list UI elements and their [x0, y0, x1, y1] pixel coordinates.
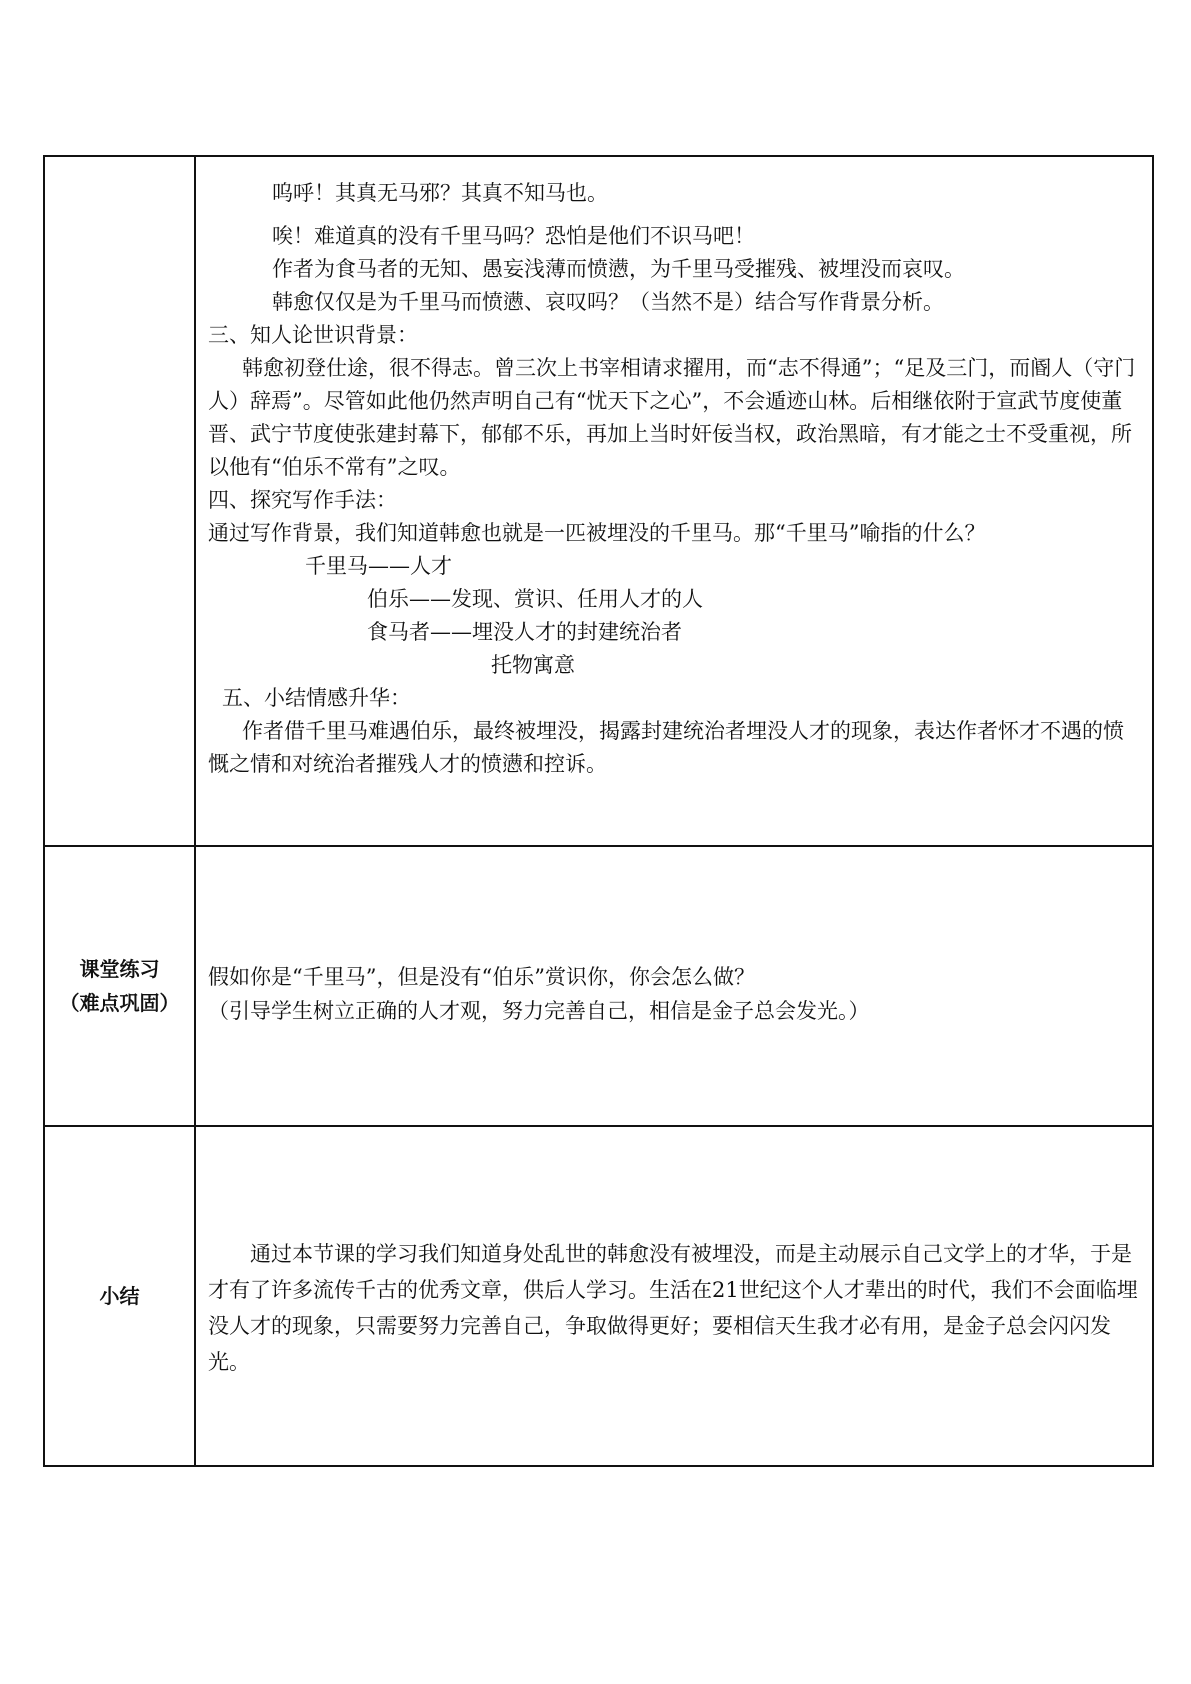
- section-heading: 三、知人论世识背景：: [208, 323, 418, 347]
- metaphor-line: 千里马——人才: [305, 554, 452, 578]
- text-line: 作者为食马者的无知、愚妄浅薄而愤懑，为千里马受摧残、被埋没而哀叹。: [272, 257, 965, 281]
- exercise-guide: （引导学生树立正确的人才观，努力完善自己，相信是金子总会发光。）: [208, 999, 870, 1023]
- metaphor-line: 托物寓意: [491, 653, 575, 677]
- table-row: [44, 156, 1153, 846]
- paragraph: 作者借千里马难遇伯乐，最终被埋没，揭露封建统治者埋没人才的现象，表达作者怀才不遇的愤慨之情和对统治者摧残人才的愤懑和控诉。: [208, 719, 1124, 776]
- row3-label: 小结: [99, 1284, 140, 1308]
- paragraph: 通过写作背景，我们知道韩愈也就是一匹被埋没的千里马。那“千里马”喻指的什么？: [208, 521, 986, 545]
- row3-content-cell: [195, 1126, 1153, 1466]
- row1-label-cell: [44, 156, 195, 846]
- section-heading: 四、探究写作手法：: [208, 488, 397, 512]
- table-row: [44, 1126, 1153, 1466]
- row1-content: [196, 157, 1152, 781]
- row2-label-cell: [44, 846, 195, 1126]
- row3-content: [196, 1127, 1152, 1380]
- exercise-question: 假如你是“千里马”，但是没有“伯乐”赏识你，你会怎么做？: [208, 965, 755, 989]
- text-line: 唉！难道真的没有千里马吗？恐怕是他们不识马吧！: [272, 224, 755, 248]
- metaphor-line: 食马者——埋没人才的封建统治者: [367, 620, 682, 644]
- paragraph: 韩愈初登仕途，很不得志。曾三次上书宰相请求擢用，而“志不得通”；“足及三门，而阍人（守门人）辞焉”。尽管如此他仍然声明自己有“忧天下之心”，不会遁迹山林。后相继依附于宣武节度使董晋、武宁节度使张建封幕下，郁郁不乐，再加上当时奸佞当权，政治黑暗，有才能之士不受重视，所以他有“伯乐不常有”之叹。: [208, 356, 1136, 479]
- metaphor-line: 伯乐——发现、赏识、任用人才的人: [367, 587, 703, 611]
- row1-content-cell: [195, 156, 1153, 846]
- lesson-plan-table: [43, 155, 1154, 1467]
- row3-label-cell: [44, 1126, 195, 1466]
- row2-label-line1: 课堂练习: [79, 957, 160, 981]
- section-heading: 五、小结情感升华：: [222, 686, 411, 710]
- row2-content-cell: [195, 846, 1153, 1126]
- text-line: 呜呼！其真无马邪？其真不知马也。: [272, 181, 608, 205]
- table-row: [44, 846, 1153, 1126]
- row2-content: [196, 847, 1152, 1028]
- summary-paragraph: 通过本节课的学习我们知道身处乱世的韩愈没有被埋没，而是主动展示自己文学上的才华，于是才有了许多流传千古的优秀文章，供后人学习。生活在21世纪这个人才辈出的时代，我们不会面临埋没人才的现象，只需要努力完善自己，争取做得更好；要相信天生我才必有用，是金子总会闪闪发光。: [208, 1242, 1138, 1374]
- text-line: 韩愈仅仅是为千里马而愤懑、哀叹吗？（当然不是）结合写作背景分析。: [272, 290, 944, 314]
- row2-label-line2: （难点巩固）: [59, 991, 180, 1015]
